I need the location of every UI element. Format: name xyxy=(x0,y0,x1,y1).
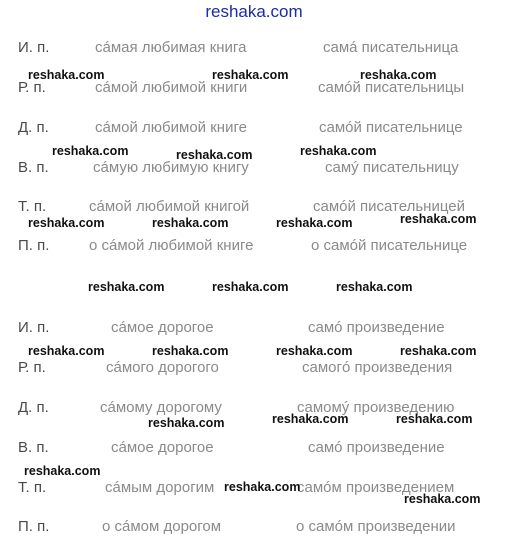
case-label: Р. п. xyxy=(18,359,46,376)
watermark: reshaka.com xyxy=(360,68,437,82)
noun-phrase: самó произведение xyxy=(308,439,445,456)
watermark: reshaka.com xyxy=(148,416,225,430)
watermark: reshaka.com xyxy=(212,280,289,294)
case-label: Т. п. xyxy=(18,198,47,215)
watermark: reshaka.com xyxy=(28,344,105,358)
watermark: reshaka.com xyxy=(300,144,377,158)
watermark: reshaka.com xyxy=(88,280,165,294)
watermark: reshaka.com xyxy=(152,344,229,358)
watermark: reshaka.com xyxy=(24,464,101,478)
case-label: П. п. xyxy=(18,237,50,254)
watermark: reshaka.com xyxy=(400,212,477,226)
adjective-phrase: сáмая любимая книга xyxy=(95,39,247,56)
watermark: reshaka.com xyxy=(400,344,477,358)
case-label: В. п. xyxy=(18,159,49,176)
adjective-phrase: сáмым дорогим xyxy=(105,479,215,496)
case-label: Р. п. xyxy=(18,79,46,96)
case-label: И. п. xyxy=(18,319,50,336)
watermark: reshaka.com xyxy=(224,480,301,494)
adjective-phrase: сáмую любимую книгу xyxy=(93,159,249,176)
noun-phrase: самóм произведением xyxy=(297,479,455,496)
noun-phrase: самóй писательнице xyxy=(319,119,463,136)
case-label: Д. п. xyxy=(18,119,49,136)
adjective-phrase: сáмое дорогое xyxy=(111,439,214,456)
watermark: reshaka.com xyxy=(28,68,105,82)
adjective-phrase: сáмой любимой книге xyxy=(95,119,247,136)
watermark: reshaka.com xyxy=(152,216,229,230)
noun-phrase: самá писательница xyxy=(323,39,459,56)
case-label: В. п. xyxy=(18,439,49,456)
noun-phrase: самóй писательницы xyxy=(318,79,465,96)
noun-phrase: самóй писательницей xyxy=(313,198,465,215)
watermark: reshaka.com xyxy=(404,492,481,506)
case-label: П. п. xyxy=(18,518,50,535)
adjective-phrase: сáмое дорогое xyxy=(111,319,214,336)
watermark: reshaka.com xyxy=(52,144,129,158)
watermark: reshaka.com xyxy=(276,344,353,358)
watermark: reshaka.com xyxy=(212,68,289,82)
case-label: Д. п. xyxy=(18,399,49,416)
noun-phrase: самомý произведению xyxy=(297,399,455,416)
adjective-phrase: сáмой любимой книги xyxy=(95,79,248,96)
noun-phrase: самогó произведения xyxy=(302,359,453,376)
adjective-phrase: о сáмом дорогом xyxy=(102,518,222,535)
adjective-phrase: сáмого дорогого xyxy=(106,359,219,376)
case-label: Т. п. xyxy=(18,479,47,496)
adjective-phrase: о сáмой любимой книге xyxy=(89,237,254,254)
noun-phrase: о самóй писательнице xyxy=(311,237,468,254)
noun-phrase: о самóм произведении xyxy=(296,518,456,535)
watermark: reshaka.com xyxy=(176,148,253,162)
watermark: reshaka.com xyxy=(396,412,473,426)
watermark: reshaka.com xyxy=(276,216,353,230)
watermark: reshaka.com xyxy=(336,280,413,294)
header-watermark: reshaka.com xyxy=(205,2,303,21)
case-label: И. п. xyxy=(18,39,50,56)
adjective-phrase: сáмой любимой книгой xyxy=(89,198,250,215)
adjective-phrase: сáмому дорогому xyxy=(100,399,222,416)
noun-phrase: самý писательницу xyxy=(325,159,459,176)
noun-phrase: самó произведение xyxy=(308,319,445,336)
watermark: reshaka.com xyxy=(28,216,105,230)
watermark: reshaka.com xyxy=(272,412,349,426)
